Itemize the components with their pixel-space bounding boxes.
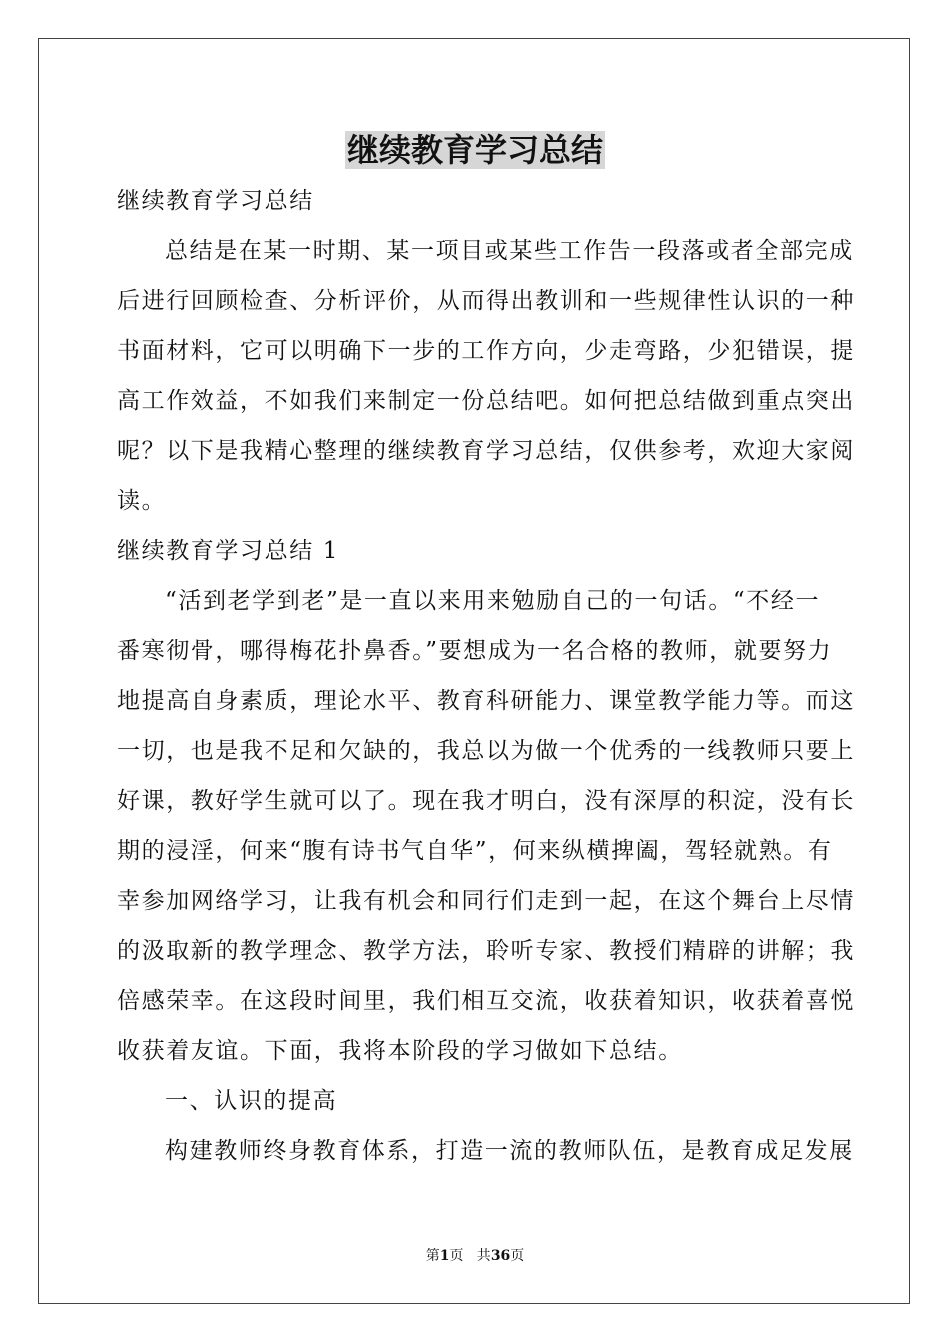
body-line: 幸参加网络学习，让我有机会和同行们走到一起，在这个舞台上尽情 <box>117 888 855 914</box>
footer-total-pages: 36 <box>490 1248 511 1264</box>
intro-line: 高工作效益，不如我们来制定一份总结吧。如何把总结做到重点突出 <box>117 388 855 414</box>
sub-heading: 一、认识的提高 <box>165 1088 338 1114</box>
section-heading: 继续教育学习总结 1 <box>117 538 339 564</box>
footer-page-number: 1 <box>439 1248 450 1264</box>
body-line: 构建教师终身教育体系，打造一流的教师队伍，是教育成足发展 <box>165 1138 854 1164</box>
body-line: “活到老学到老”是一直以来用来勉励自己的一句话。“不经一 <box>165 588 821 614</box>
body-line: 番寒彻骨，哪得梅花扑鼻香。”要想成为一名合格的教师，就要努力 <box>117 638 833 664</box>
document-title: 继续教育学习总结 <box>346 131 603 169</box>
page-footer <box>0 1246 950 1266</box>
footer-mid: 页 共 <box>449 1248 491 1264</box>
footer-prefix: 第 <box>425 1248 440 1264</box>
footer-suffix: 页 <box>510 1248 525 1264</box>
body-line: 的汲取新的教学理念、教学方法，聆听专家、教授们精辟的讲解；我 <box>117 938 855 964</box>
body-line: 地提高自身素质，理论水平、教育科研能力、课堂教学能力等。而这 <box>117 688 855 714</box>
body-line: 好课，教好学生就可以了。现在我才明白，没有深厚的积淀，没有长 <box>117 788 855 814</box>
body-line: 倍感荣幸。在这段时间里，我们相互交流，收获着知识，收获着喜悦 <box>117 988 855 1014</box>
intro-line: 读。 <box>117 488 167 514</box>
body-line: 一切，也是我不足和欠缺的，我总以为做一个优秀的一线教师只要上 <box>117 738 855 764</box>
intro-line: 总结是在某一时期、某一项目或某些工作告一段落或者全部完成 <box>165 238 854 264</box>
body-line: 收获着友谊。下面，我将本阶段的学习做如下总结。 <box>117 1038 683 1064</box>
intro-line: 后进行回顾检查、分析评价，从而得出教训和一些规律性认识的一种 <box>117 288 855 314</box>
subtitle: 继续教育学习总结 <box>117 188 314 214</box>
body-line: 期的浸淫，何来“腹有诗书气自华”，何来纵横捭阖，驾轻就熟。有 <box>117 838 833 864</box>
intro-line: 呢？以下是我精心整理的继续教育学习总结，仅供参考，欢迎大家阅 <box>117 438 855 464</box>
intro-line: 书面材料，它可以明确下一步的工作方向，少走弯路，少犯错误，提 <box>117 338 855 364</box>
